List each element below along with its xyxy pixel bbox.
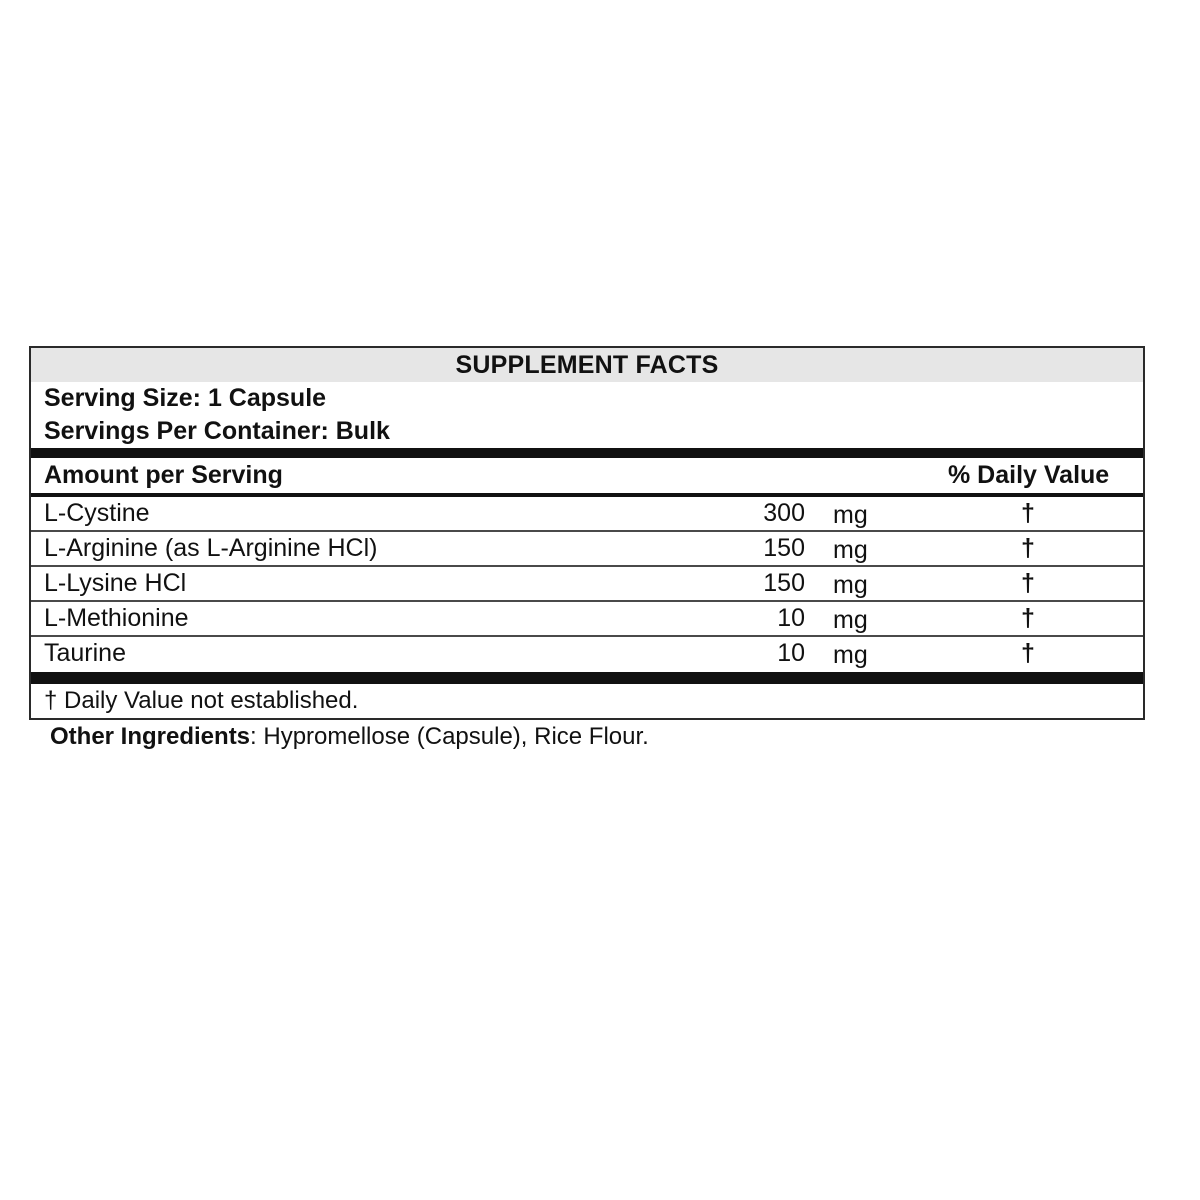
amount-per-serving-header: Amount per Serving bbox=[44, 461, 283, 489]
supplement-facts-panel bbox=[29, 346, 1145, 720]
thick-divider bbox=[31, 448, 1143, 458]
nutrient-daily-value: † bbox=[1021, 499, 1035, 527]
nutrient-unit: mg bbox=[833, 536, 868, 564]
column-header-row bbox=[31, 458, 1143, 497]
nutrient-row bbox=[31, 637, 1143, 670]
other-ingredients-label: Other Ingredients bbox=[50, 723, 251, 750]
nutrient-name: L-Methionine bbox=[44, 604, 189, 632]
nutrient-name: L-Cystine bbox=[44, 499, 150, 527]
daily-value-header: % Daily Value bbox=[948, 461, 1110, 489]
nutrient-name: L-Lysine HCl bbox=[44, 569, 187, 597]
nutrient-daily-value: † bbox=[1021, 604, 1035, 632]
nutrient-amount: 150 bbox=[763, 569, 805, 597]
nutrient-row bbox=[31, 602, 1143, 637]
nutrient-unit: mg bbox=[833, 606, 868, 634]
nutrient-daily-value: † bbox=[1021, 534, 1035, 562]
nutrient-row bbox=[31, 497, 1143, 532]
nutrient-unit: mg bbox=[833, 571, 868, 599]
nutrient-amount: 150 bbox=[763, 534, 805, 562]
other-ingredients-text: : Hypromellose (Capsule), Rice Flour. bbox=[250, 723, 649, 750]
nutrient-amount: 10 bbox=[777, 604, 805, 632]
nutrient-row bbox=[31, 567, 1143, 602]
daily-value-footnote: † Daily Value not established. bbox=[44, 687, 359, 714]
nutrient-unit: mg bbox=[833, 501, 868, 529]
nutrient-amount: 300 bbox=[763, 499, 805, 527]
servings-per-container: Servings Per Container: Bulk bbox=[44, 417, 390, 445]
nutrient-daily-value: † bbox=[1021, 639, 1035, 667]
facts-title: SUPPLEMENT FACTS bbox=[31, 348, 1143, 382]
nutrient-daily-value: † bbox=[1021, 569, 1035, 597]
nutrient-row bbox=[31, 532, 1143, 567]
nutrient-amount: 10 bbox=[777, 639, 805, 667]
nutrient-name: L-Arginine (as L-Arginine HCl) bbox=[44, 534, 378, 562]
nutrient-name: Taurine bbox=[44, 639, 126, 667]
other-ingredients bbox=[50, 720, 649, 754]
serving-size: Serving Size: 1 Capsule bbox=[44, 384, 327, 412]
nutrient-unit: mg bbox=[833, 641, 868, 669]
thick-divider-bottom bbox=[31, 672, 1143, 684]
